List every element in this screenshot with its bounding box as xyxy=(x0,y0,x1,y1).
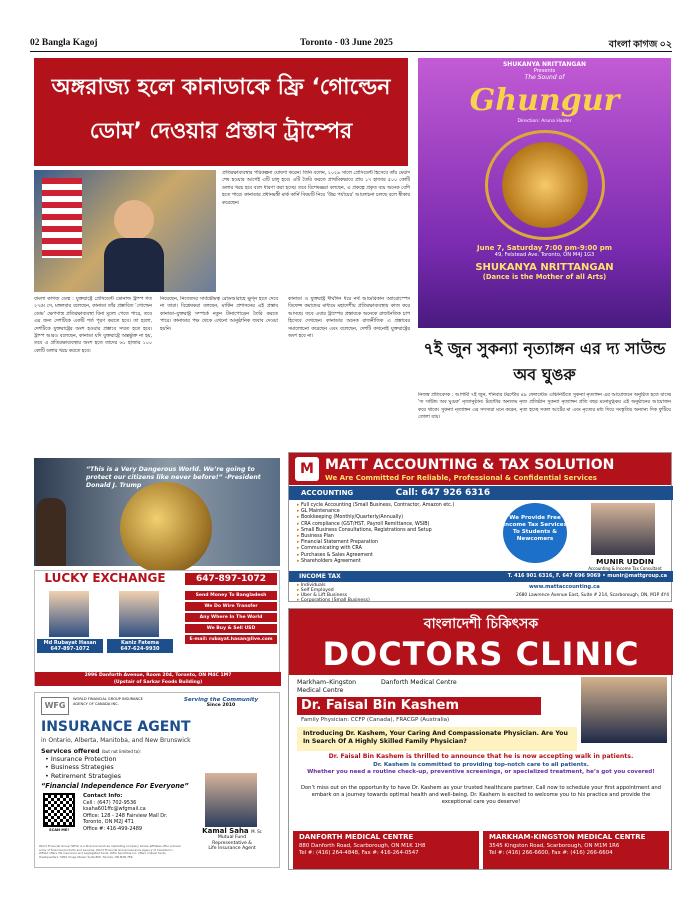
lead-col3: প্রতিরক্ষাব্যবস্থার পরিকল্পনা ঘোষণা করেন। তিনি বলেন, ২০২৯ সালে প্রেসিডেন্ট হিসেবে তাঁর মেয়াদ শেষ হওয়ার আগেই এটি চালু হবে। এটি তৈরি করতে প্রাথমিকভাবে প্রায় ১৭ হাজার ৫০০ কোটি ডলার খরচ হবে বলে ধারণা করা হচ্ছে। তবে বিশেষজ্ঞরা বলছেন, এ প্রকল্পে প্রকৃত ব্যয় অনেক বেশি হতে পারে। কানাডার প্রধানমন্ত্রী মার্ক কার্নি বিষয়টি নিয়ে ‘উচ্চ পর্যায়ের’ আলোচনা চলছে বলে স্বীকার করেছেন। xyxy=(222,171,410,206)
clinic-banner xyxy=(289,609,673,675)
list-item: ▸ Small Business Consultations, Registrations and Setup xyxy=(297,528,454,534)
so-label: Services offered xyxy=(41,747,100,755)
matt-name: MATT ACCOUNTING & TAX SOLUTION xyxy=(325,456,615,473)
qr-code-icon[interactable] xyxy=(43,793,75,827)
golden-dome-photo xyxy=(34,458,280,566)
contact-office-phone[interactable]: Office #: 416-499-2489 xyxy=(83,825,143,832)
dance-when: June 7, Saturday 7:00 pm-9:00 pm xyxy=(477,244,612,252)
clinic-p1: Dr. Faisal Bin Kashem is thrilled to announce that he is now accepting walk in patients. xyxy=(328,753,634,760)
since-text: Since 2010 xyxy=(206,703,236,708)
matt-website[interactable]: www.mattaccounting.ca xyxy=(529,584,600,590)
list-item: ▸ Uber & Lift Business xyxy=(297,593,370,598)
person2-name xyxy=(107,639,173,653)
doctor-credentials: Family Physician: CCFP (Canada), FRACGP (Australia) xyxy=(301,717,450,723)
contact-office: Office: 128 - 248 Fairview Mall Dr. Toronto, ON M2J 4T1 xyxy=(83,812,168,826)
lucky-email[interactable]: E-mail: rubayat.hasan@live.com xyxy=(185,635,277,644)
list-item: ▸ GL Maintenance xyxy=(297,509,454,515)
contact-label: Contact Info: xyxy=(83,793,123,799)
lucky-phone[interactable]: 647-897-1072 xyxy=(185,573,277,585)
center2: Danforth Medical Centre xyxy=(381,679,457,686)
clinic-p3: Whether you need a routine check-up, preventive screenings, or specialized treatment, he’s got you covered! xyxy=(307,769,655,775)
photo-caption: “This is a Very Dangerous World. We’re going to protect our citizens like never before!” -President Donald J. Trump xyxy=(86,466,261,489)
danforth-box xyxy=(293,831,479,869)
agent-degree: M. Sc xyxy=(251,829,262,834)
lucky-name: LUCKY EXCHANGE xyxy=(44,571,166,585)
wfg-org: WORLD FINANCIAL GROUP INSURANCE AGENCY OF CANADA INC. xyxy=(73,697,143,706)
matt-title-bar xyxy=(289,453,671,485)
matt-tagline: We Are Committed For Reliable, Professional & Confidential Services xyxy=(325,473,597,482)
insurance-motto: “Financial Independence For Everyone” xyxy=(41,782,189,790)
box2-address: 3545 Kingston Road, Scarborough, ON M1M 1R6 xyxy=(489,842,620,849)
agent-role xyxy=(185,835,279,852)
list-item: • Retirement Strategies xyxy=(45,772,121,780)
lead-col4: কানাডা ও যুক্তরাষ্ট্র দীর্ঘদিন ধরে নর্থ আমেরিকান অ্যারোস্পেস ডিফেন্স কমান্ডের মাধ্যমে মহাদেশীয় প্রতিরক্ষাব্যবস্থায় কাজ করে আসছে। তবে এবার ট্রাম্পের প্রস্তাবকে অনেকে রাজনৈতিক চাপ হিসেবে দেখছেন। কানাডার অনেক রাজনীতিক এ প্রস্তাবের সমালোচনা করেছেন এবং বলেছেন, দেশটি কখনোই যুক্তরাষ্ট্রের অংশ হবে না। xyxy=(288,297,410,340)
box2-title: MARKHAM-KINGSTON MEDICAL CENTRE xyxy=(489,833,646,841)
dance-presenter: SHUKANYA NRITTANGAN xyxy=(502,61,587,68)
insurance-services xyxy=(45,755,121,780)
list-item: • Insurance Protection xyxy=(45,755,121,763)
dance-body: নিজস্ব প্রতিবেদক : আগামী ৭ই জুন, শনিবার টরন্টোর ৪৯ ফেলস্টেড এভিনিউতে সুকন্যা নৃত্যাঙ্গন এর আয়োজনে অনুষ্ঠিত হতে যাচ্ছে ‘দ্য সাউন্ড অব ঘুঙরু’ নৃত্যানুষ্ঠান। টরন্টোর অন্যতম নৃত্য প্রতিষ্ঠান সুকন্যা নৃত্যাঙ্গন প্রতি বছর মনোমুগ্ধকর এই অনুষ্ঠানের আয়োজন করে থাকে। সুকন্যা নৃত্যাঙ্গন এর সদস্যরা মনে করেন, নৃত্য হচ্ছে সকল আর্টের মা এবং নৃত্যের মধ্য দিয়ে সংস্কৃতির অন্যান্য দিক ফুটিয়ে তোলা যায়। xyxy=(418,393,671,421)
list-item: • Business Strategies xyxy=(45,763,121,771)
lucky-button: We Buy & Sell USD xyxy=(185,624,277,633)
dance-headline: ৭ই জুন সুকন্যা নৃত্যাঙ্গন এর দ্য সাউন্ড অব ঘুঙরু xyxy=(423,339,666,384)
person1-label: Md Rubayat Hasan xyxy=(43,640,97,646)
income-tax-label: INCOME TAX xyxy=(299,573,341,580)
income-tax-bar xyxy=(289,571,673,582)
flag-image xyxy=(42,178,82,258)
list-item: ▸ Shareholders Agreement xyxy=(297,559,454,565)
trump-photo xyxy=(34,170,216,292)
contact-info xyxy=(83,793,179,833)
list-item: ▸ Self Employed xyxy=(297,588,370,593)
dance-where: 49, Felstead Ave. Toronto, ON M4J 1G3 xyxy=(494,252,595,258)
header-right: বাংলা কাগজ ০২ xyxy=(608,40,672,50)
contact-email[interactable]: ksaha601ffc@wfgmail.ca xyxy=(83,806,146,813)
doctor-photo xyxy=(581,677,667,743)
clinic-intro: Introducing Dr. Kashem, Your Caring And Compassionate Physician. Are You In Search Of A Highly Skilled Family Physician? xyxy=(297,727,577,751)
doctor-name: Dr. Faisal Bin Kashem xyxy=(297,697,541,715)
insurance-ad xyxy=(34,692,280,868)
lucky-address-line2: (Upstair of Sarkar Foods Building) xyxy=(113,680,203,685)
accounting-label: ACCOUNTING xyxy=(301,489,354,497)
clinic-bangla: বাংলাদেশী চিকিৎসক xyxy=(423,616,539,632)
wfg-disclaimer: World Financial Group (WFG) is a financial services marketing company whose affiliates offer a broad array of financial products and services. World Financial Group Insurance Agency of Canada Inc. WFGIA offers life insurance and segregated funds. WFG Securities Inc. offers mutual funds. Headquarters: 5000 Yonge Street, Suite 800, Toronto, ON M2N 7E9. xyxy=(39,844,181,859)
globe-image xyxy=(120,482,212,574)
dance-presents: Presents xyxy=(533,68,556,74)
dance-ad xyxy=(418,58,671,328)
list-item: ▸ Full cycle Accounting (Small Business, Contractor, Amazon etc.) xyxy=(297,503,454,509)
call-number[interactable]: Call: 647 926 6316 xyxy=(395,488,491,498)
person-photo xyxy=(49,591,89,637)
box1-address: 880 Danforth Road, Scarborough, ON M1K 1H8 xyxy=(299,842,426,849)
header-center: Toronto - 03 June 2025 xyxy=(300,38,393,48)
box1-title: DANFORTH MEDICAL CENTRE xyxy=(299,833,414,841)
list-item: ▸ Communicating with CRA xyxy=(297,546,454,552)
box2-tel[interactable]: Tel #: (416) 266-6600, Fax #: (416) 266-6604 xyxy=(489,850,613,857)
matt-phones[interactable]: T. 416 901 6316, F. 647 696 9069 • munir@mattgroup.ca xyxy=(507,573,667,579)
wfg-logo: WFG xyxy=(41,697,69,715)
free-tax-badge: We Provide Free Income Tax Services To Students & Newcomers xyxy=(503,503,567,563)
agent-name-text: Kamal Saha xyxy=(202,827,249,835)
lead-headline: অঙ্গরাজ্য হলে কানাডাকে ফ্রি ‘গোল্ডেন ডোম’ দেওয়ার প্রস্তাব ট্রাম্পের xyxy=(34,58,408,166)
list-item: ▸ Bookkeeping (Monthly/Quarterly/Annually) xyxy=(297,515,454,521)
agent-role3: Life Insurance Agent xyxy=(208,846,256,852)
agent-photo xyxy=(205,773,257,827)
person-photo xyxy=(119,591,159,637)
person-head xyxy=(114,200,154,240)
markham-box xyxy=(483,831,669,869)
agent-role2: Representative & xyxy=(212,840,252,846)
lucky-address xyxy=(35,672,281,686)
lead-col1: বাংলা কাগজ ডেস্ক : যুক্তরাষ্ট্রে প্রেসিডেন্ট ডোনাল্ড ট্রাম্প গত ২৭মে সে, মঙ্গলবার বলেছেন, কানাডা তাঁর প্রস্তাবিত ‘গোল্ডেন ডোম’ ক্ষেপণাস্ত্র প্রতিরক্ষাব্যবস্থা বিনা মূল্যে পেতে পারে, তবে এর জন্য দেশটিকে একটি শর্ত পূরণ করতে হবে। তা হলো, দেশটিকে যুক্তরাষ্ট্রের অংশ হওয়ার প্রস্তাবে সম্মত হতে হবে। ট্রাম্প আরও বলেছেন, কানাডা যদি যুক্তরাষ্ট্রে অন্তর্ভুক্ত না হয়, তবে এ প্রতিরক্ষাব্যবস্থার অংশ হতে তাদের ৬১ হাজার ১০০ কোটি ডলার খরচ করতে হবে। xyxy=(34,297,152,354)
dance-tagline: (Dance is the Mother of all Arts) xyxy=(482,273,607,281)
page-header xyxy=(30,36,672,52)
clinic-p2: Dr. Kashem is committed to providing top-notch care to all patients. xyxy=(373,762,589,768)
tax-list xyxy=(297,583,370,603)
list-item: ▸ Purchases & Sales Agreement xyxy=(297,553,454,559)
person1-name xyxy=(37,639,103,653)
agent-role1: Mutual Fund xyxy=(217,835,247,840)
person2-phone: 647-624-9930 xyxy=(120,646,160,652)
so-note: (but not limited to): xyxy=(101,749,142,754)
woman-figure xyxy=(36,498,66,566)
person-body xyxy=(104,238,164,292)
list-item: ▸ CRA compliance (GST/HST, Payroll Remittance, WSIB) xyxy=(297,522,454,528)
munir-photo xyxy=(591,503,655,555)
insurance-provinces: in Ontario, Alberta, Manitoba, and New Brunswick xyxy=(41,737,191,744)
matt-accounting-ad xyxy=(288,452,672,602)
matt-address: 2680 Lawrence Avenue East, Suite # 214, Scarborough, ON, M1P 4Y4 xyxy=(516,593,669,598)
lucky-button: We Do Wire Transfer xyxy=(185,602,277,611)
header-left: 02 Bangla Kagoj xyxy=(30,38,98,48)
lucky-address-line1: 2996 Danforth Avenue, Room 204, Toronto, ON M4C 1M7 xyxy=(84,673,232,678)
clinic-name: DOCTORS CLINIC xyxy=(322,635,640,673)
lead-col2: নিয়েছেন, নিজেদের সার্বভৌমত্ব রোডআরাহে ক্ষুণ্ন হতে দেবে না তারা। বিশ্লেষকরা বলছেন, মার্কিন প্রশাসনের এই প্রস্তাব কানাডা–যুক্তরাষ্ট্র সম্পর্কে নতুন টানাপোড়েন তৈরি করতে পারে। কানাডার পক্ষ থেকে এখনো আনুষ্ঠানিক জবাব দেওয়া হয়নি। xyxy=(160,297,278,332)
lucky-button: Send Money To Bangladesh xyxy=(185,591,277,600)
list-item: ▸ Financial Statement Preparation xyxy=(297,540,454,546)
list-item: ▸ Business Plan xyxy=(297,534,454,540)
matt-logo: M xyxy=(295,457,319,481)
agent-name xyxy=(185,827,279,835)
lucky-exchange-ad xyxy=(34,570,280,686)
dance-subtitle: The Sound of xyxy=(524,74,565,81)
dance-title: Ghungur xyxy=(469,83,620,118)
accounting-bar xyxy=(289,486,673,500)
lucky-button: Any Where In The World xyxy=(185,613,277,622)
services-offered xyxy=(41,747,141,755)
person2-label: Kaniz Fatema xyxy=(120,640,160,646)
munir-name: MUNIR UDDIN xyxy=(596,557,654,566)
serving-text: Serving the Community xyxy=(183,697,259,703)
list-item: ▸ Corporations (Small Business) xyxy=(297,598,370,603)
dance-director: Direction: Aruna Haider xyxy=(517,119,572,124)
scan-label: SCAN ME! xyxy=(49,828,69,832)
matt-services-list xyxy=(297,503,454,565)
center1: Markham–Kingston Medical Centre xyxy=(297,679,357,694)
contact-cell[interactable]: Cell : (647) 702-9536 xyxy=(83,799,137,806)
box1-tel[interactable]: Tel #: (416) 264-4848, Fax #: 416-264-0547 xyxy=(299,850,419,857)
nataraja-icon xyxy=(485,130,605,240)
insurance-title: INSURANCE AGENT xyxy=(41,719,191,735)
munir-role: Accounting & Income Tax Consultant xyxy=(588,566,662,571)
dance-brand: SHUKANYA NRITTANGAN xyxy=(475,262,614,273)
doctors-clinic-ad xyxy=(288,608,672,870)
list-item: ▸ Individuals xyxy=(297,583,370,588)
clinic-p4: Don’t miss out on the opportunity to have Dr. Kashem as your trusted healthcare partner. Call now to schedule your first appointment and embark on a journey towards optimal health and well-being. Dr. Kashem is excited to welcome you to his practice and provide the exceptional care you deserve! xyxy=(301,785,661,805)
person1-phone: 647-897-1072 xyxy=(50,646,90,652)
